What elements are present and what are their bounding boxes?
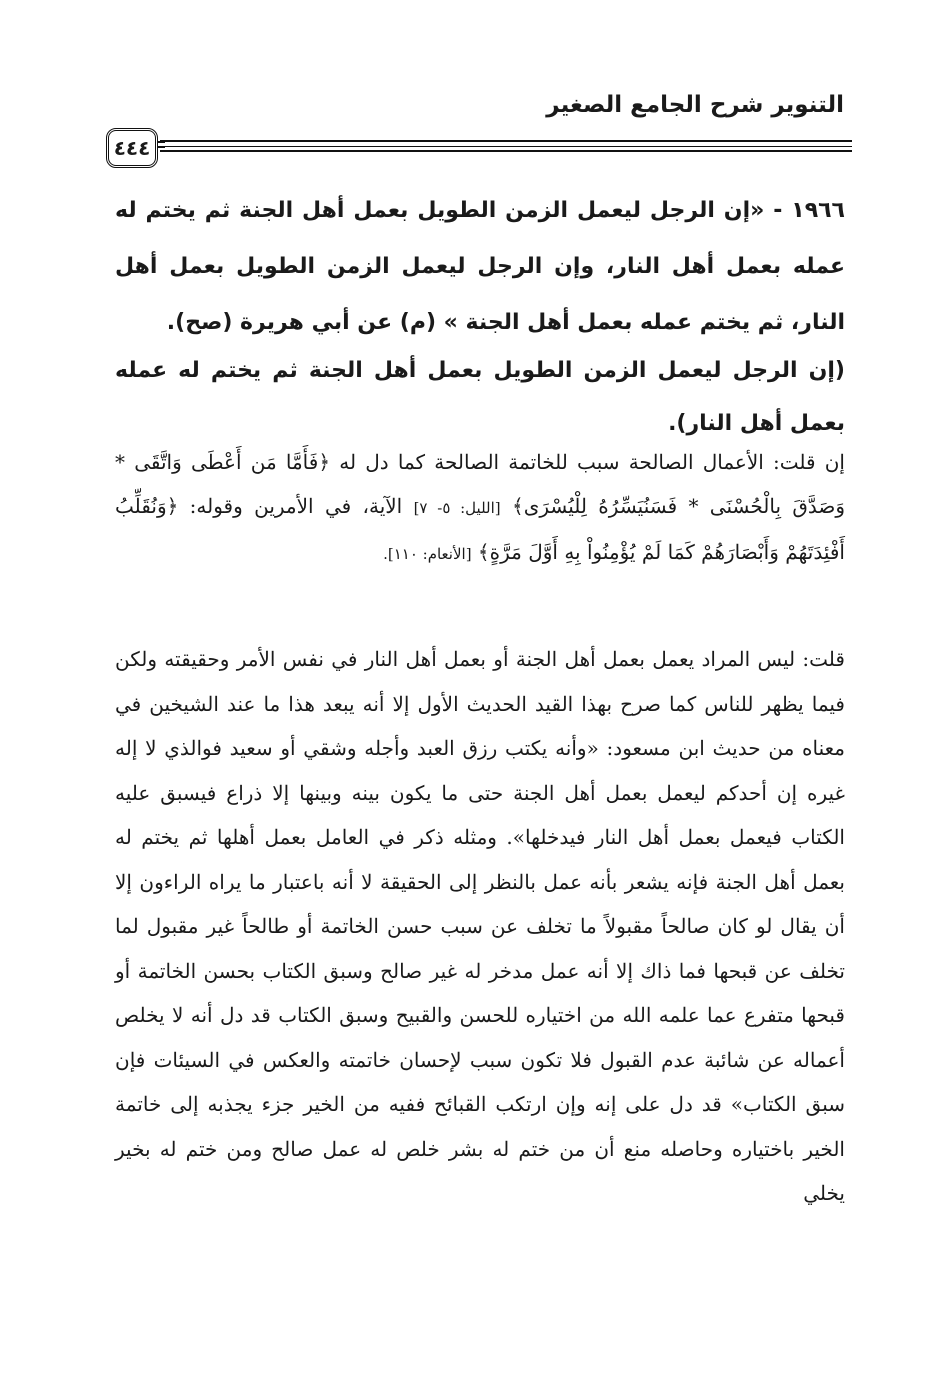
page-number: ٤٤٤ bbox=[113, 136, 151, 160]
hadith-number: ١٩٦٦ - bbox=[773, 198, 845, 223]
page-number-box bbox=[106, 128, 158, 168]
hadith-text: «إن الرجل ليعمل الزمن الطويل بعمل أهل الجنة ثم يختم له عمله بعمل أهل النار، وإن الرجل ليعمل الزمن الطويل بعمل أهل النار، ثم يختم عمله بعمل أهل الجنة » (م) عن أبي هريرة (صح). bbox=[115, 198, 845, 335]
answer-paragraph: قلت: ليس المراد يعمل بعمل أهل الجنة أو بعمل أهل النار في نفس الأمر وحقيقته ولكن فيما يظهر للناس كما صرح بهذا القيد الحديث الأول إلا أنه يبعد هذا ما عند الشيخين في معناه من حديث ابن مسعود: «وأنه يكتب رزق العبد وأجله وشقي أو سعيد فوالذي لا إله غيره إن أحدكم ليعمل بعمل أهل الجنة حتى ما يكون بينه وبينها إلا ذراع فيسبق عليه الكتاب فيعمل بعمل أهل النار فيدخلها». ومثله ذكر في العامل بعمل أهلها ثم يختم له بعمل أهل الجنة فإنه يشعر بأنه عمل بالنظر إلى الحقيقة لا أنه باعتبار ما يراه الراءون إلا أن يقال لو كان صالحاً مقبولاً ما تخلف عن سبب حسن الخاتمة أو طالحاً غير مقبول لما تخلف عن قبحها فما ذاك إلا أنه عمل مدخر له غير صالح وسبق الكتاب بحسن الخاتمة أو قبحها متفرع عما علمه الله من اختياره للحسن والقبيح وسبق الكتاب قد دل أنه لا يخلص أعماله عن شائبة عدم القبول فلا تكون سبب لإحسان خاتمته والعكس في السيئات فإن سبق الكتاب» قد دل على إنه وإن ارتكب القبائح ففيه من الخير جزء يجذبه إلى خاتمة الخير باختياره وحاصله منع أن من ختم له بشر خلص له عمل صالح ومن ختم له بخير يخلي bbox=[115, 647, 845, 1205]
question-text-continued: الآية، في الأمرين وقوله: ﴿وَنُقَلِّبُ أَفْئِدَتَهُمْ وَأَبْصَارَهُمْ كَمَا لَمْ يُؤْمِنُواْ بِهِ أَوَّلَ مَرَّةٍ﴾ bbox=[115, 494, 845, 564]
hadith-paragraph bbox=[115, 183, 845, 351]
header-rule bbox=[160, 146, 852, 147]
question-paragraph bbox=[115, 440, 845, 576]
header-rule bbox=[160, 140, 852, 142]
quran-reference: [الأنعام: ١١٠]. bbox=[383, 545, 472, 563]
quran-reference: [الليل: ٥- ٧] bbox=[413, 499, 501, 517]
question-text: إن قلت: الأعمال الصالحة سبب للخاتمة الصالحة كما دل له ﴿فَأَمَّا مَن أَعْطَى وَاتَّقَى * وَصَدَّقَ بِالْحُسْنَى * فَسَنُيَسِّرُهُ لِلْيُسْرَى﴾ bbox=[115, 450, 846, 518]
explanation-quote: (إن الرجل ليعمل الزمن الطويل بعمل أهل الجنة ثم يختم له عمله بعمل أهل النار). bbox=[115, 358, 845, 436]
header-rule bbox=[160, 150, 852, 152]
running-header-title: التنوير شرح الجامع الصغير bbox=[546, 92, 844, 118]
